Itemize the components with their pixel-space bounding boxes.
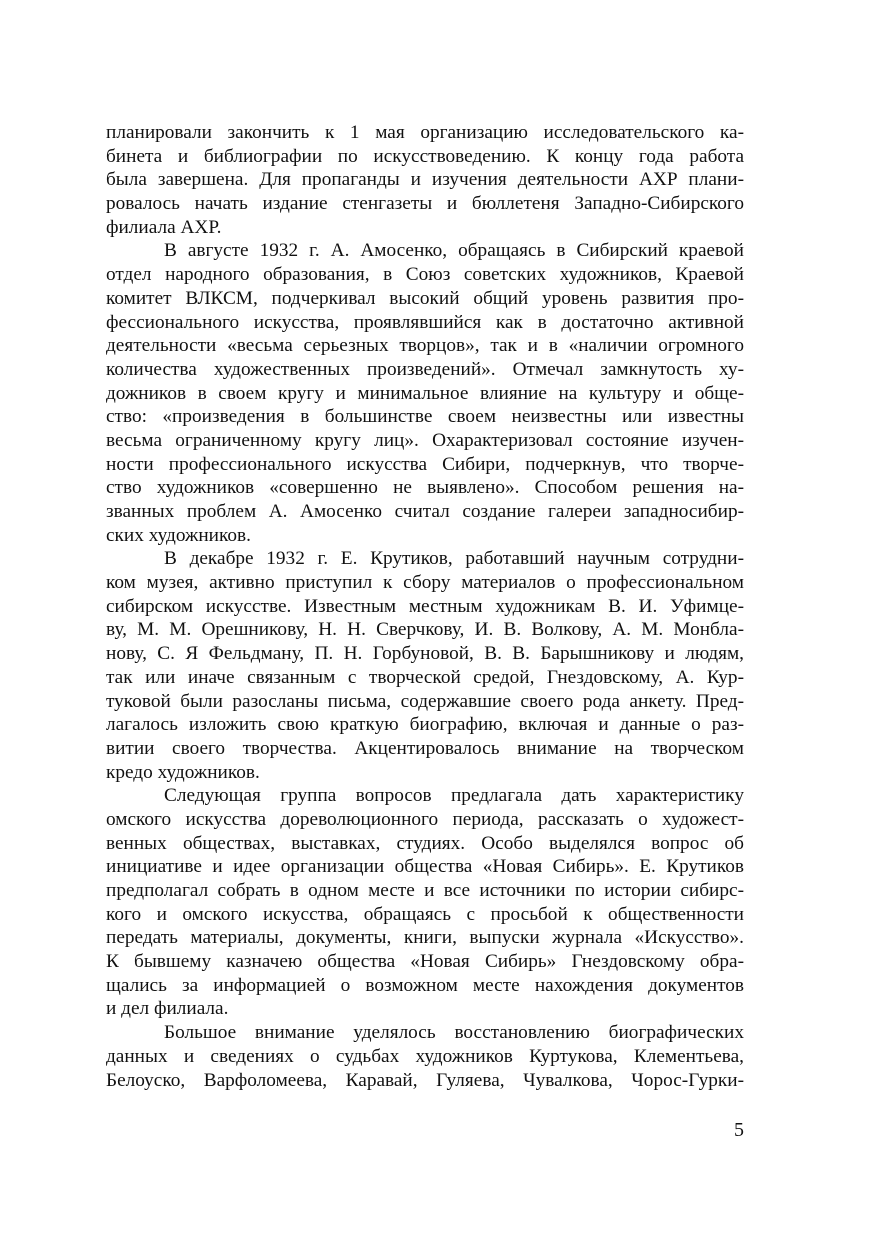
text-line: лагалось изложить свою краткую биографию, включая и данные о раз- [106,714,744,736]
text-line: кого и омского искусства, обращаясь с просьбой к общественности [106,903,744,925]
page-number: 5 [734,1119,744,1141]
text-line: туковой были разосланы письма, содержавшие своего рода анкету. Пред- [106,690,744,712]
text-line: бинета и библиографии по искусствоведению. К концу года работа [106,145,744,167]
text-line: ровалось начать издание стенгазеты и бюллетеня Западно-Сибирского [106,193,744,215]
text-line: ство: «произведения в большинстве своем неизвестны или известны [106,406,744,428]
paragraph [106,239,744,547]
paragraph [106,1021,744,1092]
text-line: витии своего творчества. Акцентировалось внимание на творческом [106,737,744,759]
text-line: данных и сведениях о судьбах художников Куртукова, Клементьева, [106,1045,744,1067]
text-line: так или иначе связанным с творческой средой, Гнездовскому, А. Кур- [106,666,744,688]
text-line: ности профессионального искусства Сибири, подчеркнув, что творче- [106,453,744,475]
text-line: предполагал собрать в одном месте и все источники по истории сибирс- [106,880,744,901]
text-line: омского искусства дореволюционного периода, рассказать о художест- [106,808,744,830]
text-line: В декабре 1932 г. Е. Крутиков, работавший научным сотрудни- [164,548,744,570]
text-line: количества художественных произведений». Отмечал замкнутость ху- [106,358,744,380]
paragraph [106,121,744,239]
text-line: филиала АХР. [106,216,222,238]
text-line: Белоуско, Варфоломеева, Каравай, Гуляева, Чувалкова, Чорос-Гурки- [106,1069,744,1091]
text-line: была завершена. Для пропаганды и изучения деятельности АХР плани- [106,169,744,191]
body-text [106,121,744,1092]
text-line: деятельности «весьма серьезных творцов», так и в «наличии огромного [106,335,744,357]
text-line: ство художников «совершенно не выявлено». Способом решения на- [106,477,744,499]
paragraph [106,547,744,784]
text-line: и дел филиала. [106,998,229,1020]
text-line: званных проблем А. Амосенко считал создание галереи западносибир- [106,501,744,522]
text-line: венных обществах, выставках, студиях. Особо выделялся вопрос об [106,832,744,854]
text-line: щались за информацией о возможном месте нахождения документов [106,974,744,996]
text-line: фессионального искусства, проявлявшийся как в достаточно активной [106,311,744,333]
text-line: весьма ограниченному кругу лиц». Охарактеризовал состояние изучен- [106,429,744,451]
text-line: нову, С. Я Фельдману, П. Н. Горбуновой, В. В. Барышникову и людям, [106,643,744,665]
text-line: В августе 1932 г. А. Амосенко, обращаясь в Сибирский краевой [164,240,744,262]
text-line: дожников в своем кругу и минимальное влияние на культуру и обще- [106,382,744,404]
text-line: сибирском искусстве. Известным местным художникам В. И. Уфимце- [106,595,744,617]
text-line: ком музея, активно приступил к сбору материалов о профессиональном [106,572,744,594]
text-line: передать материалы, документы, книги, выпуски журнала «Искусство». [106,927,744,949]
text-line: ву, М. М. Орешникову, Н. Н. Сверчкову, И. В. Волкову, А. М. Монбла- [106,619,744,641]
text-line: отдел народного образования, в Союз советских художников, Краевой [106,264,744,286]
paragraph [106,784,744,1021]
text-line: К бывшему казначею общества «Новая Сибирь» Гнездовскому обра- [106,951,744,973]
text-line: планировали закончить к 1 мая организацию исследовательского ка- [106,122,744,143]
text-line: ских художников. [106,524,251,546]
text-line: комитет ВЛКСМ, подчеркивал высокий общий уровень развития про- [106,287,744,309]
text-line: Следующая группа вопросов предлагала дать характеристику [164,785,744,807]
text-line: кредо художников. [106,761,260,783]
text-line: инициативе и идее организации общества «Новая Сибирь». Е. Крутиков [106,856,744,878]
text-line: Большое внимание уделялось восстановлению биографических [164,1022,744,1044]
